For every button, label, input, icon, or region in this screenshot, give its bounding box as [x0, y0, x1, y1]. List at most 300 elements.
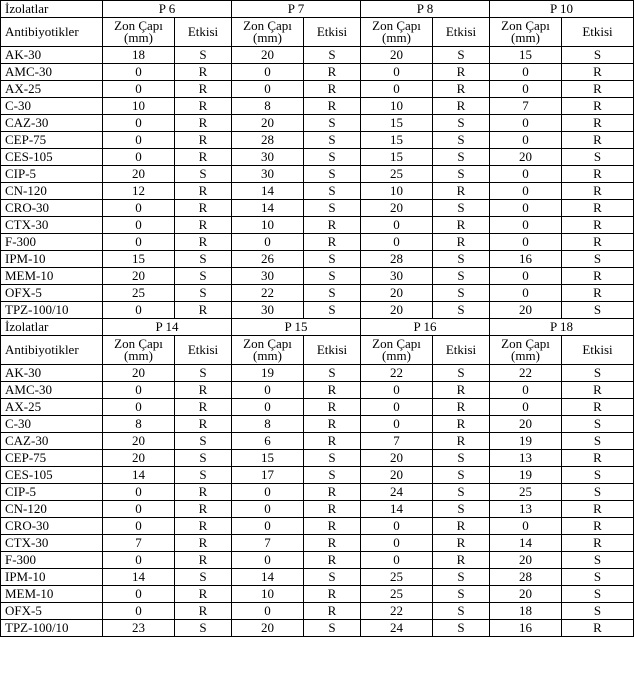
zone-diameter-header: Zon Çapı (mm)	[361, 18, 433, 47]
effect-value: S	[175, 450, 232, 467]
zone-diameter-value: 20	[490, 552, 562, 569]
zone-diameter-value: 0	[103, 132, 175, 149]
zone-diameter-value: 0	[232, 518, 304, 535]
effect-value: S	[304, 200, 361, 217]
zone-diameter-value: 0	[490, 64, 562, 81]
table-row	[1, 81, 634, 98]
effect-value: S	[562, 302, 634, 319]
effect-value: R	[175, 382, 232, 399]
zone-diameter-header: Zon Çapı (mm)	[490, 336, 562, 365]
table-row	[1, 47, 634, 64]
zone-diameter-value: 0	[103, 518, 175, 535]
zone-diameter-value: 0	[232, 603, 304, 620]
effect-value: R	[304, 518, 361, 535]
zone-diameter-value: 20	[490, 302, 562, 319]
effect-value: S	[562, 603, 634, 620]
effect-value: R	[175, 234, 232, 251]
zone-diameter-value: 13	[490, 501, 562, 518]
antibiotic-name: AK-30	[1, 365, 103, 382]
effect-value: R	[304, 234, 361, 251]
effect-value: S	[562, 569, 634, 586]
table-row	[1, 416, 634, 433]
zone-diameter-value: 0	[490, 132, 562, 149]
effect-value: S	[433, 251, 490, 268]
zone-diameter-value: 0	[103, 484, 175, 501]
effect-value: R	[562, 501, 634, 518]
effect-value: R	[433, 64, 490, 81]
table-row	[1, 149, 634, 166]
zone-diameter-value: 17	[232, 467, 304, 484]
antibiotic-name: AX-25	[1, 81, 103, 98]
effect-value: R	[175, 149, 232, 166]
effect-value: S	[433, 149, 490, 166]
effect-value: S	[304, 115, 361, 132]
antibiotic-name: CTX-30	[1, 217, 103, 234]
zone-diameter-value: 30	[232, 166, 304, 183]
zone-diameter-value: 13	[490, 450, 562, 467]
table-row	[1, 467, 634, 484]
effect-value: R	[304, 552, 361, 569]
effect-value: S	[304, 183, 361, 200]
zone-diameter-value: 20	[103, 433, 175, 450]
effect-value: R	[175, 501, 232, 518]
effect-value: R	[304, 416, 361, 433]
effect-value: S	[433, 365, 490, 382]
zone-diameter-value: 20	[490, 586, 562, 603]
zone-diameter-value: 15	[361, 149, 433, 166]
zone-diameter-value: 0	[232, 501, 304, 518]
table-row	[1, 285, 634, 302]
effect-value: R	[562, 399, 634, 416]
antibiotic-name: CRO-30	[1, 200, 103, 217]
zone-diameter-value: 14	[361, 501, 433, 518]
zone-diameter-value: 0	[103, 501, 175, 518]
zone-diameter-value: 22	[232, 285, 304, 302]
effect-value: S	[304, 132, 361, 149]
effect-header: Etkisi	[433, 336, 490, 365]
zone-diameter-value: 0	[361, 234, 433, 251]
antibiotic-name: OFX-5	[1, 285, 103, 302]
table-row	[1, 552, 634, 569]
zone-diameter-value: 28	[232, 132, 304, 149]
zone-diameter-value: 0	[490, 382, 562, 399]
zone-diameter-value: 20	[361, 200, 433, 217]
isolate-header-row	[1, 1, 634, 18]
antibiotic-name: CRO-30	[1, 518, 103, 535]
antibiotic-name: CEP-75	[1, 132, 103, 149]
zone-diameter-value: 0	[361, 518, 433, 535]
zone-diameter-value: 0	[361, 416, 433, 433]
effect-value: R	[562, 535, 634, 552]
effect-value: S	[175, 433, 232, 450]
table-row	[1, 620, 634, 637]
effect-value: R	[175, 586, 232, 603]
table-row	[1, 64, 634, 81]
zone-diameter-value: 20	[361, 450, 433, 467]
effect-value: R	[304, 399, 361, 416]
antibiotic-header-label: Antibiyotikler	[1, 336, 103, 365]
isolate-name: P 7	[232, 1, 361, 18]
effect-value: R	[175, 132, 232, 149]
zone-diameter-value: 20	[103, 365, 175, 382]
zone-diameter-value: 0	[232, 399, 304, 416]
antibiotic-name: AX-25	[1, 399, 103, 416]
effect-value: S	[175, 620, 232, 637]
effect-value: S	[304, 620, 361, 637]
effect-value: R	[304, 484, 361, 501]
zone-diameter-value: 15	[490, 47, 562, 64]
table-row	[1, 98, 634, 115]
effect-value: S	[433, 285, 490, 302]
zone-diameter-value: 0	[103, 217, 175, 234]
zone-diameter-value: 20	[490, 416, 562, 433]
effect-value: R	[175, 81, 232, 98]
effect-value: R	[175, 535, 232, 552]
effect-value: R	[433, 416, 490, 433]
zone-diameter-value: 10	[232, 586, 304, 603]
effect-value: R	[304, 433, 361, 450]
table-body	[1, 1, 634, 637]
zone-diameter-value: 0	[361, 399, 433, 416]
zone-diameter-value: 0	[490, 115, 562, 132]
zone-diameter-value: 0	[103, 586, 175, 603]
table-row	[1, 569, 634, 586]
zone-diameter-value: 0	[361, 382, 433, 399]
table-row	[1, 302, 634, 319]
table-row	[1, 501, 634, 518]
zone-diameter-value: 10	[361, 183, 433, 200]
effect-value: R	[562, 382, 634, 399]
effect-value: R	[562, 518, 634, 535]
effect-value: S	[304, 47, 361, 64]
isolate-name: P 10	[490, 1, 634, 18]
effect-value: S	[175, 166, 232, 183]
column-header-row	[1, 18, 634, 47]
zone-diameter-value: 0	[103, 149, 175, 166]
zone-diameter-value: 0	[103, 234, 175, 251]
antibiotic-name: CEP-75	[1, 450, 103, 467]
zone-diameter-header: Zon Çapı (mm)	[232, 336, 304, 365]
zone-diameter-value: 0	[361, 552, 433, 569]
table-row	[1, 115, 634, 132]
zone-diameter-value: 0	[490, 268, 562, 285]
effect-value: R	[304, 382, 361, 399]
zone-diameter-value: 18	[103, 47, 175, 64]
isolate-name: P 14	[103, 319, 232, 336]
table-row	[1, 433, 634, 450]
zone-diameter-value: 0	[490, 285, 562, 302]
effect-value: R	[562, 285, 634, 302]
effect-value: S	[175, 569, 232, 586]
zone-diameter-value: 20	[232, 115, 304, 132]
zone-diameter-header: Zon Çapı (mm)	[103, 18, 175, 47]
column-header-row	[1, 336, 634, 365]
effect-value: R	[433, 81, 490, 98]
effect-value: S	[562, 416, 634, 433]
zone-diameter-value: 25	[361, 569, 433, 586]
effect-value: R	[304, 586, 361, 603]
antibiotic-name: CAZ-30	[1, 115, 103, 132]
isolate-name: P 16	[361, 319, 490, 336]
effect-value: S	[175, 285, 232, 302]
zone-diameter-value: 15	[103, 251, 175, 268]
zone-diameter-value: 22	[490, 365, 562, 382]
antibiotic-name: MEM-10	[1, 586, 103, 603]
zone-diameter-header: Zon Çapı (mm)	[361, 336, 433, 365]
antibiotic-name: AMC-30	[1, 64, 103, 81]
zone-diameter-value: 14	[490, 535, 562, 552]
antibiotic-name: CIP-5	[1, 484, 103, 501]
effect-value: S	[562, 149, 634, 166]
antibiotic-name: TPZ-100/10	[1, 302, 103, 319]
table-row	[1, 399, 634, 416]
zone-diameter-value: 0	[361, 64, 433, 81]
effect-value: S	[433, 268, 490, 285]
zone-diameter-value: 14	[232, 183, 304, 200]
effect-value: R	[175, 399, 232, 416]
zone-diameter-value: 28	[361, 251, 433, 268]
zone-diameter-value: 0	[103, 603, 175, 620]
effect-value: R	[304, 603, 361, 620]
table-row	[1, 183, 634, 200]
zone-diameter-header: Zon Çapı (mm)	[232, 18, 304, 47]
antibiotic-name: TPZ-100/10	[1, 620, 103, 637]
effect-value: S	[433, 166, 490, 183]
zone-diameter-value: 7	[490, 98, 562, 115]
table-row	[1, 382, 634, 399]
zone-diameter-value: 0	[103, 552, 175, 569]
zone-diameter-value: 0	[490, 166, 562, 183]
zone-diameter-value: 25	[103, 285, 175, 302]
effect-value: R	[304, 217, 361, 234]
zone-diameter-value: 19	[490, 467, 562, 484]
effect-value: S	[304, 365, 361, 382]
zone-diameter-value: 28	[490, 569, 562, 586]
zone-diameter-value: 0	[361, 535, 433, 552]
isolate-name: P 6	[103, 1, 232, 18]
effect-value: S	[433, 569, 490, 586]
effect-value: R	[433, 217, 490, 234]
effect-value: R	[562, 217, 634, 234]
effect-value: S	[562, 467, 634, 484]
table-row	[1, 518, 634, 535]
effect-value: S	[562, 552, 634, 569]
effect-header: Etkisi	[304, 18, 361, 47]
effect-value: S	[304, 467, 361, 484]
zone-diameter-value: 30	[232, 149, 304, 166]
effect-value: S	[562, 365, 634, 382]
effect-value: R	[433, 518, 490, 535]
effect-value: R	[175, 552, 232, 569]
effect-value: S	[304, 302, 361, 319]
effect-value: R	[175, 98, 232, 115]
zone-diameter-value: 0	[232, 484, 304, 501]
zone-diameter-value: 14	[103, 467, 175, 484]
table-row	[1, 166, 634, 183]
effect-value: R	[562, 183, 634, 200]
zone-diameter-header: Zon Çapı (mm)	[490, 18, 562, 47]
effect-value: S	[433, 586, 490, 603]
zone-diameter-value: 0	[490, 183, 562, 200]
zone-diameter-value: 20	[361, 302, 433, 319]
effect-value: R	[175, 603, 232, 620]
effect-value: R	[175, 302, 232, 319]
effect-value: R	[304, 501, 361, 518]
zone-diameter-value: 15	[232, 450, 304, 467]
effect-value: S	[304, 285, 361, 302]
effect-value: R	[175, 115, 232, 132]
effect-header: Etkisi	[175, 18, 232, 47]
effect-value: R	[562, 450, 634, 467]
isolate-name: P 8	[361, 1, 490, 18]
zone-diameter-value: 30	[361, 268, 433, 285]
zone-diameter-value: 23	[103, 620, 175, 637]
effect-value: R	[304, 64, 361, 81]
effect-value: S	[433, 132, 490, 149]
zone-diameter-value: 0	[232, 552, 304, 569]
zone-diameter-value: 16	[490, 620, 562, 637]
effect-value: R	[175, 183, 232, 200]
effect-value: R	[562, 234, 634, 251]
antibiotic-name: C-30	[1, 98, 103, 115]
effect-value: R	[562, 64, 634, 81]
effect-value: R	[562, 81, 634, 98]
zone-diameter-value: 14	[232, 200, 304, 217]
effect-value: S	[562, 433, 634, 450]
zone-diameter-value: 20	[361, 285, 433, 302]
effect-header: Etkisi	[175, 336, 232, 365]
effect-value: S	[433, 467, 490, 484]
effect-value: R	[175, 217, 232, 234]
zone-diameter-value: 18	[490, 603, 562, 620]
effect-value: S	[433, 47, 490, 64]
zone-diameter-value: 30	[232, 268, 304, 285]
effect-header: Etkisi	[562, 18, 634, 47]
zone-diameter-value: 0	[232, 81, 304, 98]
antibiotic-name: IPM-10	[1, 251, 103, 268]
zone-diameter-value: 30	[232, 302, 304, 319]
zone-diameter-value: 12	[103, 183, 175, 200]
effect-header: Etkisi	[562, 336, 634, 365]
effect-value: R	[433, 552, 490, 569]
zone-diameter-value: 10	[103, 98, 175, 115]
zone-diameter-value: 0	[103, 399, 175, 416]
zone-diameter-value: 19	[490, 433, 562, 450]
antibiotic-name: IPM-10	[1, 569, 103, 586]
antibiotic-name: CES-105	[1, 467, 103, 484]
effect-value: R	[175, 484, 232, 501]
isolate-header-label: İzolatlar	[1, 319, 103, 336]
zone-diameter-value: 19	[232, 365, 304, 382]
effect-value: R	[433, 183, 490, 200]
zone-diameter-value: 20	[103, 268, 175, 285]
effect-value: S	[433, 302, 490, 319]
effect-value: S	[175, 47, 232, 64]
zone-diameter-value: 0	[490, 399, 562, 416]
zone-diameter-value: 0	[490, 518, 562, 535]
zone-diameter-value: 0	[490, 200, 562, 217]
effect-value: S	[562, 47, 634, 64]
effect-header: Etkisi	[433, 18, 490, 47]
effect-value: S	[562, 484, 634, 501]
table-row	[1, 450, 634, 467]
zone-diameter-value: 10	[361, 98, 433, 115]
zone-diameter-value: 0	[232, 382, 304, 399]
table-row	[1, 365, 634, 382]
isolate-name: P 18	[490, 319, 634, 336]
zone-diameter-value: 6	[232, 433, 304, 450]
zone-diameter-value: 15	[361, 132, 433, 149]
zone-diameter-header: Zon Çapı (mm)	[103, 336, 175, 365]
zone-diameter-value: 16	[490, 251, 562, 268]
zone-diameter-value: 10	[232, 217, 304, 234]
table-row	[1, 535, 634, 552]
antibiotic-name: CTX-30	[1, 535, 103, 552]
zone-diameter-value: 25	[361, 166, 433, 183]
table-row	[1, 484, 634, 501]
effect-value: S	[433, 484, 490, 501]
antibiotic-name: F-300	[1, 234, 103, 251]
zone-diameter-value: 20	[361, 47, 433, 64]
effect-value: R	[433, 433, 490, 450]
effect-value: R	[304, 81, 361, 98]
effect-value: R	[562, 268, 634, 285]
effect-value: S	[304, 251, 361, 268]
zone-diameter-value: 0	[103, 200, 175, 217]
effect-value: R	[175, 64, 232, 81]
effect-header: Etkisi	[304, 336, 361, 365]
antibiotic-name: C-30	[1, 416, 103, 433]
zone-diameter-value: 26	[232, 251, 304, 268]
effect-value: R	[175, 416, 232, 433]
effect-value: S	[175, 251, 232, 268]
zone-diameter-value: 0	[490, 217, 562, 234]
effect-value: R	[562, 620, 634, 637]
zone-diameter-value: 0	[361, 217, 433, 234]
table-row	[1, 234, 634, 251]
effect-value: S	[433, 115, 490, 132]
table-row	[1, 217, 634, 234]
zone-diameter-value: 24	[361, 620, 433, 637]
zone-diameter-value: 0	[490, 234, 562, 251]
effect-value: S	[562, 586, 634, 603]
zone-diameter-value: 14	[232, 569, 304, 586]
zone-diameter-value: 22	[361, 365, 433, 382]
antibiotic-header-label: Antibiyotikler	[1, 18, 103, 47]
effect-value: R	[562, 98, 634, 115]
zone-diameter-value: 20	[490, 149, 562, 166]
zone-diameter-value: 0	[103, 115, 175, 132]
effect-value: S	[304, 166, 361, 183]
effect-value: R	[433, 234, 490, 251]
isolate-header-label: İzolatlar	[1, 1, 103, 18]
effect-value: S	[304, 450, 361, 467]
antibiotic-name: CAZ-30	[1, 433, 103, 450]
zone-diameter-value: 0	[103, 64, 175, 81]
zone-diameter-value: 7	[361, 433, 433, 450]
zone-diameter-value: 0	[103, 81, 175, 98]
table-row	[1, 132, 634, 149]
zone-diameter-value: 0	[232, 234, 304, 251]
effect-value: R	[304, 535, 361, 552]
zone-diameter-value: 24	[361, 484, 433, 501]
zone-diameter-value: 22	[361, 603, 433, 620]
effect-value: S	[433, 501, 490, 518]
effect-value: S	[175, 467, 232, 484]
effect-value: S	[433, 620, 490, 637]
table-row	[1, 268, 634, 285]
zone-diameter-value: 20	[103, 450, 175, 467]
